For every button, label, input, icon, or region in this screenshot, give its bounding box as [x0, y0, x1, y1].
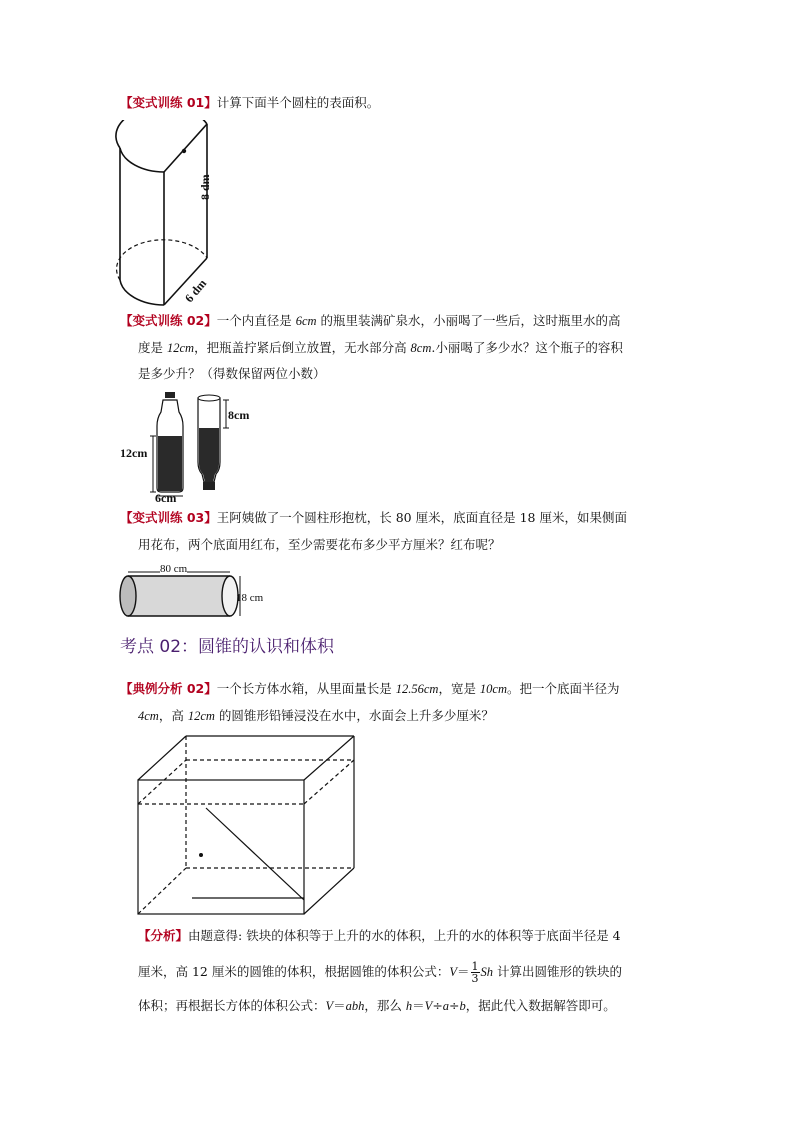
bottle-empty-height-label: 8cm — [228, 408, 250, 422]
exercise-2-line-2: 度是 12cm，把瓶盖拧紧后倒立放置，无水部分高 8cm.小丽喝了多少水？这个瓶子的容积 — [138, 340, 623, 355]
exercise-2-line-1: 【变式训练 02】一个内直径是 6cm 的瓶里装满矿泉水，小丽喝了一些后，这时瓶里水的高 — [120, 313, 621, 328]
analysis-line-3: 体积；再根据长方体的体积公式：V＝abh，那么 h＝V÷a÷b，据此代入数据解答即可。 — [138, 998, 616, 1013]
exercise-1-tag: 【变式训练 01】 — [120, 95, 217, 110]
half-cylinder-height-label: 8 dm — [198, 174, 212, 200]
exercise-1-prompt — [120, 95, 379, 111]
exercise-1-text: 计算下面半个圆柱的表面积。 — [216, 95, 380, 110]
bottle-water-height-label: 12cm — [120, 446, 148, 460]
fraction-one-third: $\frac{1}{3}$ — [471, 960, 479, 985]
analysis-line-1: 【分析】由题意得: 铁块的体积等于上升的水的体积，上升的水的体积等于底面半径是 4 — [138, 928, 621, 943]
analysis-line-2: 厘米，高 12 厘米的圆锥的体积，根据圆锥的体积公式：V＝ $\frac{1}{3}$ Sh 计算出圆锥形的铁块的 — [138, 960, 622, 985]
exercise-3-tag: 【变式训练 03】 — [120, 510, 217, 525]
half-cylinder-diameter-label: 6 dm — [182, 276, 210, 305]
exercise-3-line-1: 【变式训练 03】王阿姨做了一个圆柱形抱枕，长 80 厘米，底面直径是 18 厘米，如果侧面 — [120, 510, 627, 525]
analysis-tag: 【分析】 — [138, 928, 189, 943]
bottle-diameter-label: 6cm — [155, 491, 177, 505]
pillow-length-label: 80 cm — [160, 563, 188, 575]
pillow-diameter-label: 18 cm — [236, 592, 264, 604]
exercise-2-tag: 【变式训练 02】 — [120, 313, 217, 328]
section-heading: 考点 02：圆锥的认识和体积 — [120, 637, 335, 657]
water-tank-figure — [132, 732, 358, 918]
example-2-line-2: 4cm，高 12cm 的圆锥形铅锤浸没在水中，水面会上升多少厘米？ — [138, 708, 494, 723]
exercise-3-line-2: 用花布，两个底面用红布，至少需要花布多少平方厘米？红布呢？ — [138, 537, 501, 552]
example-2-tag: 【典例分析 02】 — [120, 681, 217, 696]
exercise-2-line-3: 是多少升？（得数保留两位小数） — [138, 366, 326, 381]
half-cylinder-figure — [112, 120, 232, 308]
example-2-line-1: 【典例分析 02】一个长方体水箱，从里面量长是 12.56cm，宽是 10cm。把一个底面半径为 — [120, 681, 620, 696]
